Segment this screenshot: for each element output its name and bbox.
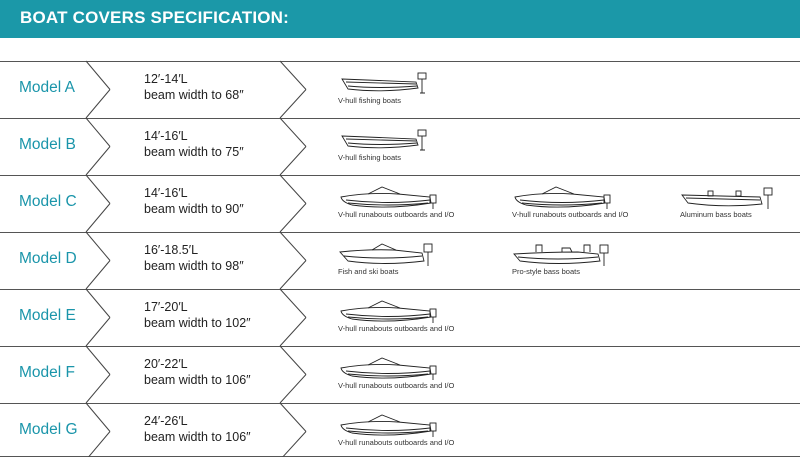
length-range: 14′-16′L <box>144 129 188 143</box>
length-range: 20′-22′L <box>144 357 188 371</box>
table-row <box>0 346 800 403</box>
beam-width: beam width to 75″ <box>144 144 244 159</box>
table-row <box>0 289 800 346</box>
runabout-boat-icon <box>338 411 442 441</box>
runabout-boat-icon <box>512 183 616 213</box>
beam-width: beam width to 106″ <box>144 372 251 387</box>
boat-type-caption: Fish and ski boats <box>338 267 399 276</box>
size-spec <box>144 414 251 445</box>
length-range: 14′-16′L <box>144 186 188 200</box>
pro-bass-boat-icon <box>512 240 616 270</box>
length-range: 16′-18.5′L <box>144 243 199 257</box>
model-name: Model A <box>19 79 76 96</box>
boat-type-caption: V-hull runabouts outboards and I/O <box>338 210 455 219</box>
boat-type-caption: V-hull runabouts outboards and I/O <box>338 438 455 447</box>
table-row <box>0 232 800 289</box>
beam-width: beam width to 68″ <box>144 87 244 102</box>
size-spec <box>144 357 251 388</box>
table-row <box>0 61 800 118</box>
model-name: Model C <box>19 193 77 210</box>
boat-type-caption: V-hull runabouts outboards and I/O <box>338 324 455 333</box>
length-range: 24′-26′L <box>144 414 188 428</box>
runabout-boat-icon <box>338 297 442 327</box>
vhull-fishing-boat-icon <box>338 126 442 156</box>
beam-width: beam width to 98″ <box>144 258 244 273</box>
model-name: Model E <box>19 307 76 324</box>
table-row <box>0 175 800 232</box>
beam-width: beam width to 102″ <box>144 315 251 330</box>
model-name: Model D <box>19 250 77 267</box>
page-title: BOAT COVERS SPECIFICATION: <box>20 8 290 27</box>
aluminum-bass-boat-icon <box>680 183 784 213</box>
vhull-fishing-boat-icon <box>338 69 442 99</box>
fish-and-ski-boat-icon <box>338 240 442 270</box>
table-row <box>0 118 800 175</box>
model-name: Model B <box>19 136 76 153</box>
boat-type-caption: V-hull runabouts outboards and I/O <box>338 381 455 390</box>
length-range: 17′-20′L <box>144 300 188 314</box>
beam-width: beam width to 106″ <box>144 429 251 444</box>
boat-type-caption: V-hull runabouts outboards and I/O <box>512 210 629 219</box>
boat-type-caption: V-hull fishing boats <box>338 96 401 105</box>
model-name: Model F <box>19 364 75 381</box>
boat-type-caption: Pro-style bass boats <box>512 267 580 276</box>
model-name: Model G <box>19 421 78 438</box>
table-row <box>0 403 800 460</box>
size-spec <box>144 186 244 217</box>
size-spec <box>144 300 251 331</box>
size-spec <box>144 72 244 103</box>
boat-type-caption: Aluminum bass boats <box>680 210 752 219</box>
beam-width: beam width to 90″ <box>144 201 244 216</box>
runabout-boat-icon <box>338 183 442 213</box>
length-range: 12′-14′L <box>144 72 188 86</box>
size-spec <box>144 129 244 160</box>
runabout-boat-icon <box>338 354 442 384</box>
size-spec <box>144 243 244 274</box>
boat-type-caption: V-hull fishing boats <box>338 153 401 162</box>
